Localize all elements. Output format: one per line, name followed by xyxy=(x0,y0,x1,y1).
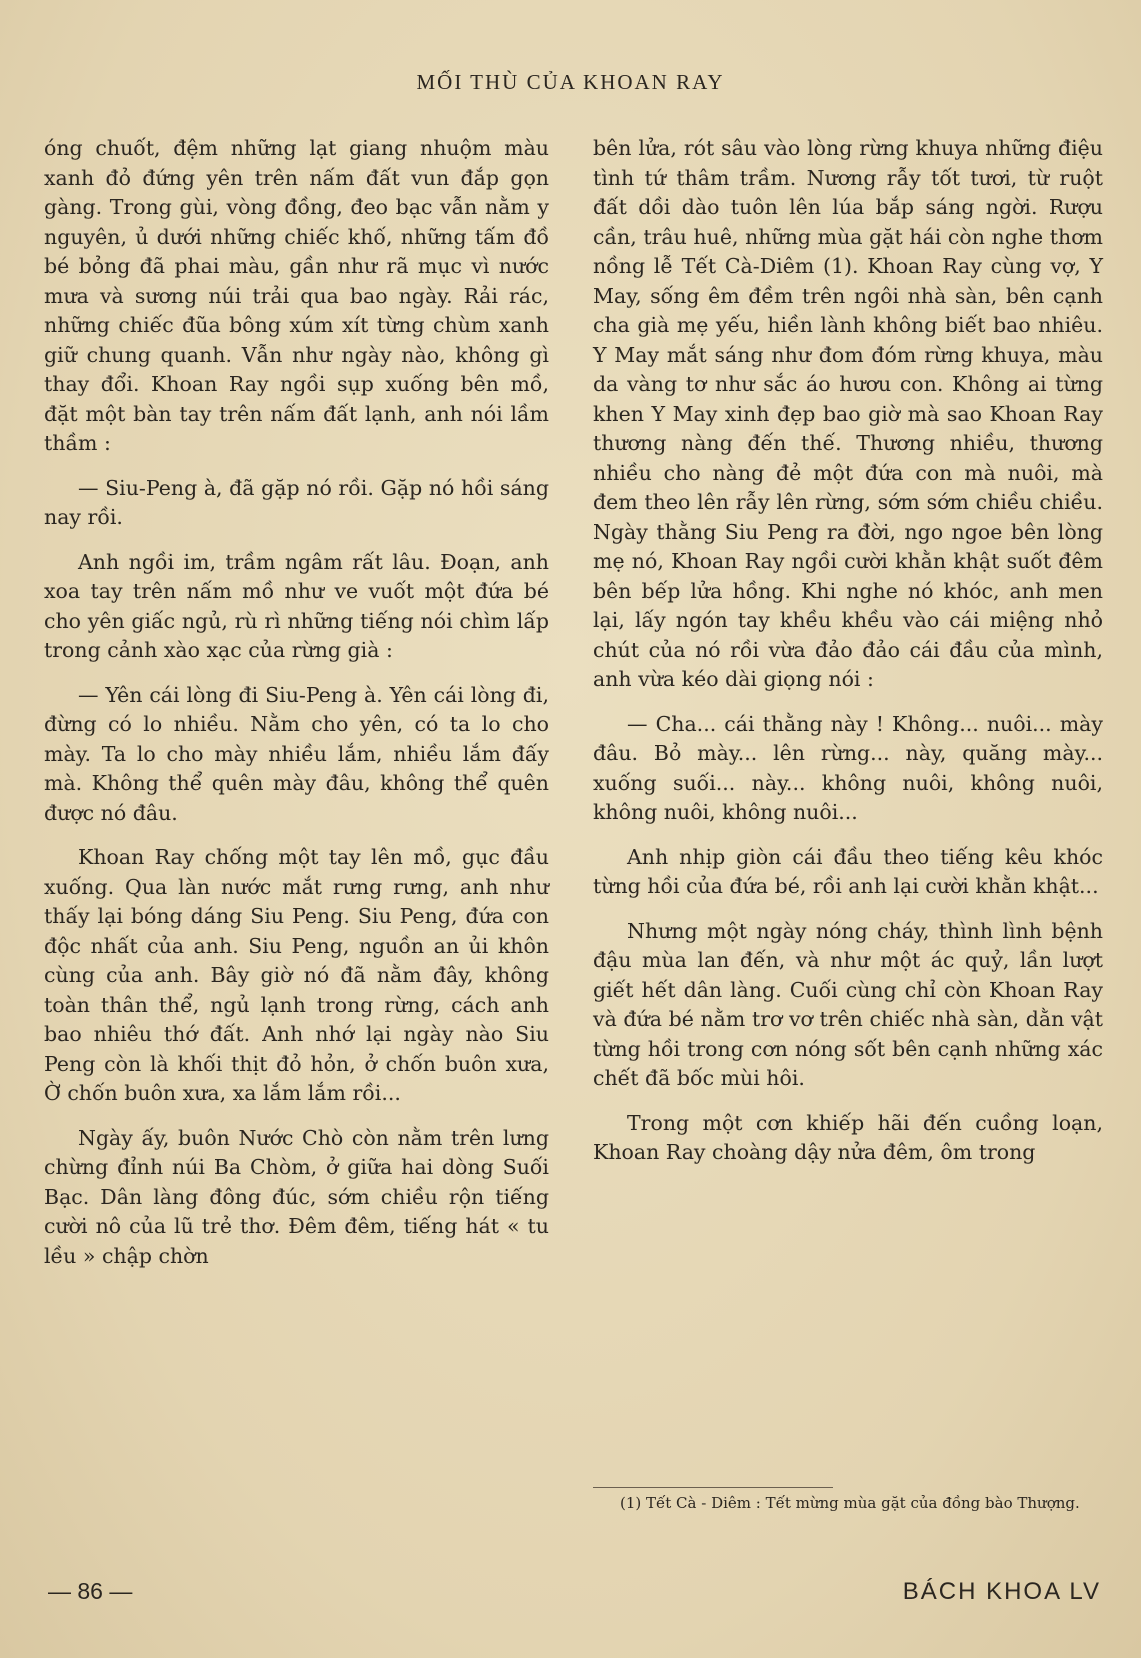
left-column xyxy=(44,134,549,1286)
paragraph: — Cha... cái thằng này ! Không... nuôi... mày đâu. Bỏ mày... lên rừng... này, quăng mày... xuống suối... này... không nuôi, không nuôi, không nuôi, không nuôi... xyxy=(593,711,1103,824)
running-title: MỐI THÙ CỦA KHOAN RAY xyxy=(416,70,725,94)
page-number: — 86 — xyxy=(48,1578,133,1604)
paragraph: Trong một cơn khiếp hãi đến cuồng loạn, Khoan Ray choàng dậy nửa đêm, ôm trong xyxy=(593,1110,1103,1164)
magazine-name: BÁCH KHOA LV xyxy=(902,1578,1101,1605)
paragraph: Ngày ấy, buôn Nước Chò còn nằm trên lưng chừng đỉnh núi Ba Chòm, ở giữa hai dòng Suối Bạc. Dân làng đông đúc, sớm chiều rộn tiếng cười nô của lũ trẻ thơ. Đêm đêm, tiếng hát « tu lều » chập chờn xyxy=(44,1125,549,1268)
paragraph: Anh nhịp giòn cái đầu theo tiếng kêu khóc từng hồi của đứa bé, rồi anh lại cười khằn khật... xyxy=(593,844,1103,898)
paragraph: bên lửa, rót sâu vào lòng rừng khuya những điệu tình tứ thâm trầm. Nương rẫy tốt tươi, từ ruột đất dồi dào tuôn lên lúa bắp sáng ngời. Rượu cần, trâu huê, những mùa gặt hái còn nghe thơm nồng lễ Tết Cà-Diêm (1). Khoan Ray cùng vợ, Y May, sống êm đềm trên ngôi nhà sàn, bên cạnh cha già mẹ yếu, hiền lành không biết bao nhiêu. Y May mắt sáng như đom đóm rừng khuya, màu da vàng tơ như sắc áo hươu con. Không ai từng khen Y May xinh đẹp bao giờ mà sao Khoan Ray thương nàng đến thế. Thương nhiều, thương nhiều cho nàng đẻ một đứa con mà nuôi, mà đem theo lên rẫy lên rừng, sớm sớm chiều chiều. Ngày thằng Siu Peng ra đời, ngo ngoe bên lòng mẹ nó, Khoan Ray ngồi cười khằn khật suốt đêm bên bếp lửa hồng. Khi nghe nó khóc, anh men lại, lấy ngón tay khều khều vào cái miệng nhỏ chút của nó rồi vừa đảo đảo cái đầu của mình, anh vừa kéo dài giọng nói : xyxy=(593,136,1103,691)
paragraph: Anh ngồi im, trầm ngâm rất lâu. Đoạn, anh xoa tay trên nấm mồ như ve vuốt một đứa bé cho yên giấc ngủ, rù rì những tiếng nói chìm lấp trong cảnh xào xạc của rừng già : xyxy=(44,549,549,662)
footnote-divider xyxy=(593,1487,833,1488)
paragraph: — Yên cái lòng đi Siu-Peng à. Yên cái lòng đi, đừng có lo nhiều. Nằm cho yên, có ta lo cho mày. Ta lo cho mày nhiều lắm, nhiều lắm đấy mà. Không thể quên mày đâu, không thể quên được nó đâu. xyxy=(44,682,549,825)
paragraph: Nhưng một ngày nóng cháy, thình lình bệnh đậu mùa lan đến, và như một ác quỷ, lần lượt giết hết dân làng. Cuối cùng chỉ còn Khoan Ray và đứa bé nằm trơ vơ trên chiếc nhà sàn, dằn vật từng hồi trong cơn nóng sốt bên cạnh những xác chết đã bốc mùi hôi. xyxy=(593,918,1103,1090)
paragraph: óng chuốt, đệm những lạt giang nhuộm màu xanh đỏ đứng yên trên nấm đất vun đắp gọn gàng. Trong gùi, vòng đồng, đeo bạc vẫn nằm y nguyên, ủ dưới những chiếc khố, những tấm đồ bé bỏng đã phai màu, gần như rã mục vì nước mưa và sương núi trải qua bao ngày. Rải rác, những chiếc đũa bông xúm xít từng chùm xanh giữ chung quanh. Vẫn như ngày nào, không gì thay đổi. Khoan Ray ngồi sụp xuống bên mồ, đặt một bàn tay trên nấm đất lạnh, anh nói lầm thầm : xyxy=(44,136,549,455)
footnote: (1) Tết Cà - Diêm : Tết mừng mùa gặt của đồng bào Thượng. xyxy=(620,1494,1080,1512)
paragraph: — Siu-Peng à, đã gặp nó rồi. Gặp nó hồi sáng nay rồi. xyxy=(44,475,549,529)
paragraph: Khoan Ray chống một tay lên mồ, gục đầu xuống. Qua làn nước mắt rưng rưng, anh như thấy lại bóng dáng Siu Peng. Siu Peng, đứa con độc nhất của anh. Siu Peng, nguồn an ủi khôn cùng của anh. Bây giờ nó đã nằm đây, không toàn thân thể, ngủ lạnh trong rừng, cách anh bao nhiêu thớ đất. Anh nhớ lại ngày nào Siu Peng còn là khối thịt đỏ hỏn, ở chốn buôn xưa, Ờ chốn buôn xưa, xa lắm lắm rồi... xyxy=(44,845,549,1105)
right-column xyxy=(593,134,1103,1183)
